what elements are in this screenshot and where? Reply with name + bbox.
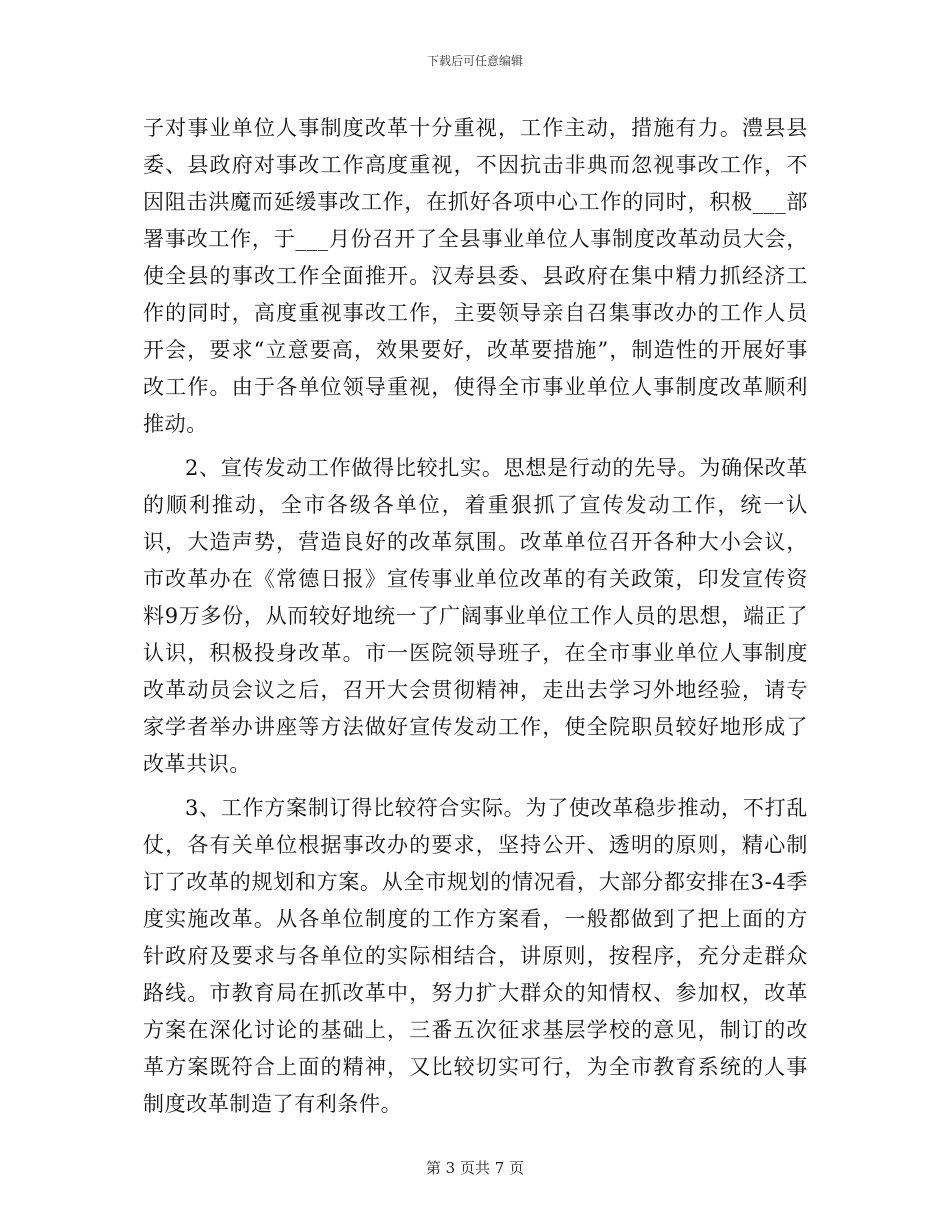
page-number: 第 3 页共 7 页 [425,1159,525,1177]
document-body [143,110,808,1130]
page-footer [0,1157,950,1178]
paragraph-work-plan: 3、工作方案制订得比较符合实际。为了使改革稳步推动，不打乱仗，各有关单位根据事改办的要求，坚持公开、透明的原则，精心制订了改革的规划和方案。从全市规划的情况看，大部分都安排在3-4季度实施改革。从各单位制度的工作方案看，一般都做到了把上面的方针政府及要求与各单位的实际相结合，讲原则，按程序，充分走群众路线。市教育局在抓改革中，努力扩大群众的知情权、参加权，改革方案在深化讨论的基础上，三番五次征求基层学校的意见，制订的改革方案既符合上面的精神，又比较切实可行，为全市教育系统的人事制度改革制造了有利条件。 [143,796,808,1116]
page-header [0,52,950,69]
paragraph-continuation: 子对事业单位人事制度改革十分重视，工作主动，措施有力。澧县县委、县政府对事改工作高度重视，不因抗击非典而忽视事改工作，不因阻击洪魔而延缓事改工作，在抓好各项中心工作的同时，积极___部署事改工作，于___月份召开了全县事业单位人事制度改革动员大会，使全县的事改工作全面推开。汉寿县委、县政府在集中精力抓经济工作的同时，高度重视事改工作，主要领导亲自召集事改办的工作人员开会，要求“立意要高，效果要好，改革要措施”，制造性的开展好事改工作。由于各单位领导重视，使得全市事业单位人事制度改革顺利推动。 [143,116,808,436]
download-edit-note: 下载后可任意编辑 [426,54,523,68]
paragraph-publicity: 2、宣传发动工作做得比较扎实。思想是行动的先导。为确保改革的顺利推动，全市各级各单位，着重狠抓了宣传发动工作，统一认识，大造声势，营造良好的改革氛围。改革单位召开各种大小会议，市改革办在《常德日报》宣传事业单位改革的有关政策，印发宣传资料9万多份，从而较好地统一了广阔事业单位工作人员的思想，端正了认识，积极投身改革。市一医院领导班子，在全市事业单位人事制度改革动员会议之后，召开大会贯彻精神，走出去学习外地经验，请专家学者举办讲座等方法做好宣传发动工作，使全院职员较好地形成了改革共识。 [143,456,808,776]
